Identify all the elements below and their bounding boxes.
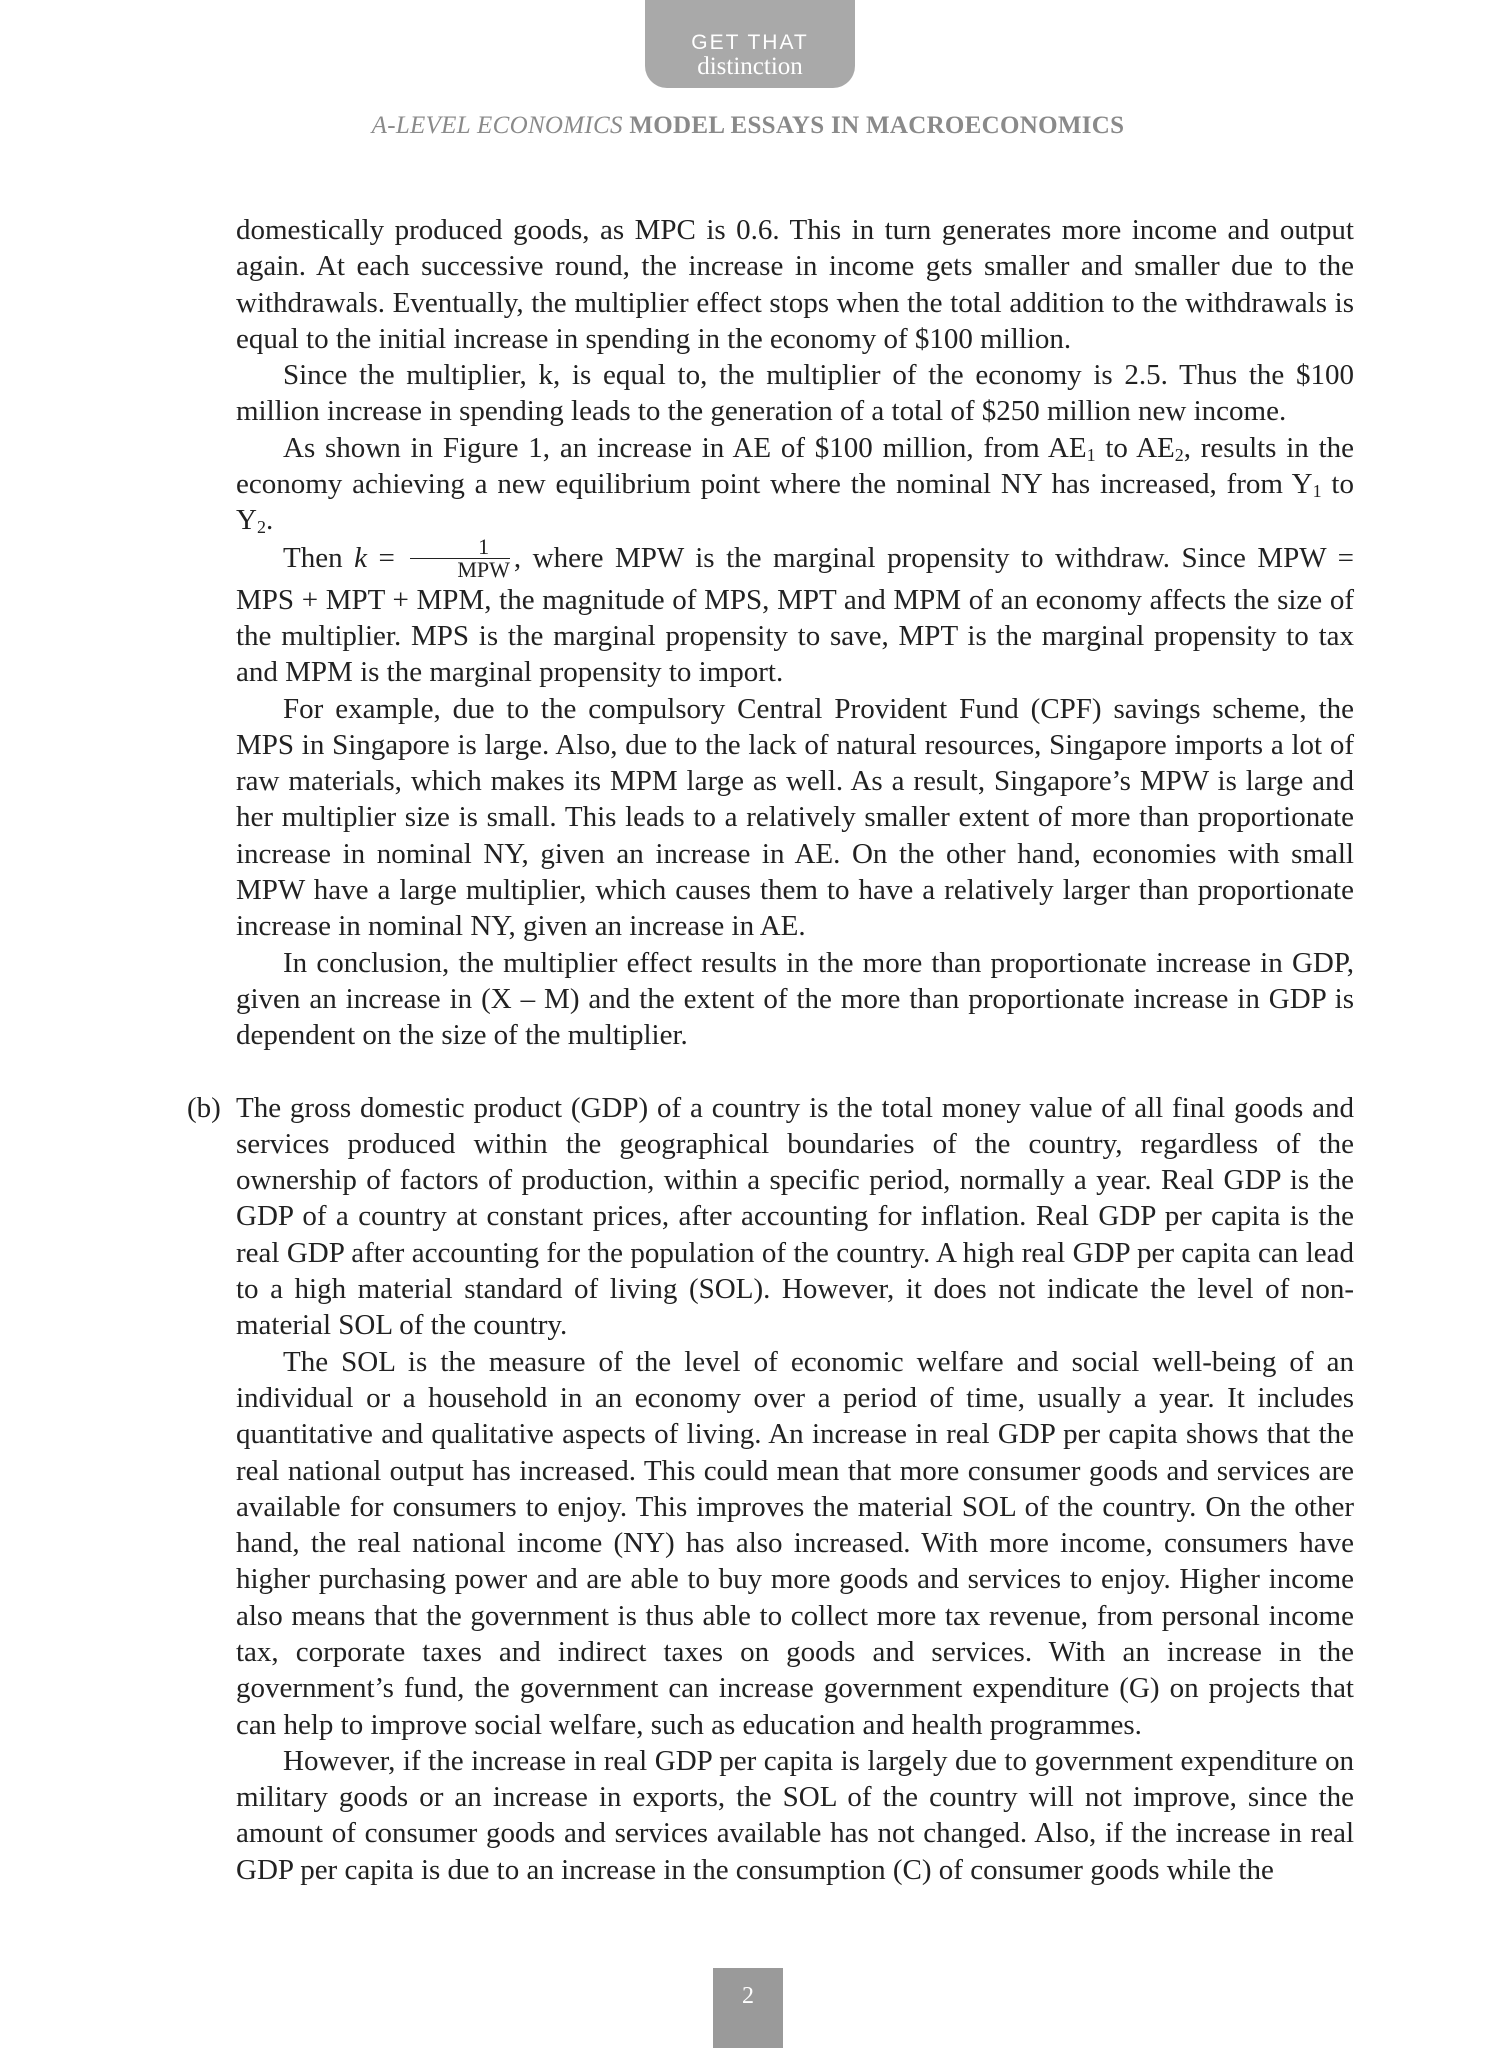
paragraph-2: Since the multiplier, k, is equal to, the multiplier of the economy is 2.5. Thus the $100 million increase in spending leads to the generation of a total of $250 million new income. — [236, 359, 1354, 428]
fraction-numerator: 1 — [410, 537, 510, 559]
part-b-paragraph-3: However, if the increase in real GDP per capita is largely due to government expenditure on military goods or an increase in exports, the SOL of the country will not improve, since the amount of consumer goods and services available has not changed. Also, if the increase in real GDP per capita is due to an increase in the consumption (C) of consumer goods while the — [236, 1744, 1354, 1886]
p3-sub-3: 1 — [1312, 481, 1322, 502]
tab-line-1: GET THAT — [691, 31, 809, 54]
fraction-denominator: MPW — [457, 556, 510, 582]
book-series-tab — [645, 0, 855, 88]
part-b-label: (b) — [187, 1091, 221, 1124]
p4-text-a: Then — [283, 541, 355, 574]
p3-text-b: to AE — [1095, 431, 1175, 464]
section-gap — [236, 1054, 1354, 1090]
p4-equals: = — [366, 541, 407, 574]
p3-text-a: As shown in Figure 1, an increase in AE of $100 million, from AE — [283, 431, 1087, 464]
p3-text-e: . — [265, 504, 274, 537]
part-b-paragraph-1: The gross domestic product (GDP) of a country is the total money value of all final goods and services produced within the geographical boundaries of the country, regardless of the ownership of factors of production, within a specific period, normally a year. Real GDP is the GDP of a country at constant prices, after accounting for inflation. Real GDP per capita is the real GDP after accounting for the population of the country. A high real GDP per capita can lead to a high material standard of living (SOL). However, it does not indicate the level of non-material SOL of the country. — [236, 1091, 1354, 1342]
paragraph-4 — [236, 533, 1354, 691]
part-b — [187, 1090, 1354, 1889]
p3-text-d: to Y — [236, 468, 1354, 537]
part-b-paragraph-2: The SOL is the measure of the level of economic welfare and social well-being of an individual or a household in an economy over a period of time, usually a year. It includes quantitative and qualitative aspects of living. An increase in real GDP per capita shows that the real national output has increased. This could mean that more consumer goods and services are available for consumers to enjoy. This improves the material SOL of the country. On the other hand, the real national income (NY) has also increased. With more income, consumers have higher purchasing power and are able to buy more goods and services to enjoy. Higher income also means that the government is thus able to collect more tax revenue, from personal income tax, corporate taxes and indirect taxes on goods and services. With an increase in the government’s fund, the government can increase government expenditure (G) on projects that can help to improve social welfare, such as education and health programmes. — [236, 1345, 1354, 1741]
tab-line-2: distinction — [697, 53, 803, 80]
paragraph-1: domestically produced goods, as MPC is 0.6. This in turn generates more income and output again. At each successive round, the increase in income gets smaller and smaller due to the withdrawals. Eventually, the multiplier effect stops when the total addition to the withdrawals is equal to the initial increase in spending in the economy of $100 million. — [236, 214, 1354, 355]
page-number: 2 — [713, 1968, 783, 2048]
p3-sub-1: 1 — [1086, 444, 1096, 465]
paragraph-6: In conclusion, the multiplier effect results in the more than proportionate increase in GDP, given an increase in (X – M) and the extent of the more than proportionate increase in GDP is dependent on the size of the multiplier. — [236, 946, 1354, 1052]
paragraph-3 — [236, 430, 1354, 539]
multiplier-fraction — [410, 533, 510, 582]
p4-k-symbol: k — [354, 541, 367, 574]
running-head-italic: A-LEVEL ECONOMICS — [371, 112, 623, 139]
running-head — [0, 112, 1496, 140]
p3-text-c: , results in the economy achieving a new equilibrium point where the nominal NY has increased, from Y — [236, 431, 1354, 501]
paragraph-5: For example, due to the compulsory Central Provident Fund (CPF) savings scheme, the MPS in Singapore is large. Also, due to the lack of natural resources, Singapore imports a lot of raw materials, which makes its MPM large as well. As a result, Singapore’s MPW is large and her multiplier size is small. This leads to a relatively smaller extent of more than proportionate increase in nominal NY, given an increase in AE. On the other hand, economies with small MPW have a large multiplier, which causes them to have a relatively larger than proportionate increase in nominal NY, given an increase in AE. — [236, 692, 1354, 943]
running-head-bold: MODEL ESSAYS IN MACROECONOMICS — [629, 112, 1125, 139]
page-body — [187, 212, 1354, 1888]
p3-sub-4: 2 — [256, 517, 266, 538]
p3-sub-2: 2 — [1174, 444, 1184, 465]
p4-text-b: , where MPW is the marginal propensity to withdraw. Since MPW = MPS + MPT + MPM, the magnitude of MPS, MPT and MPM of an economy affects the size of the multiplier. MPS is the marginal propensity to save, MPT is the marginal propensity to tax and MPM is the marginal propensity to import. — [236, 541, 1354, 689]
